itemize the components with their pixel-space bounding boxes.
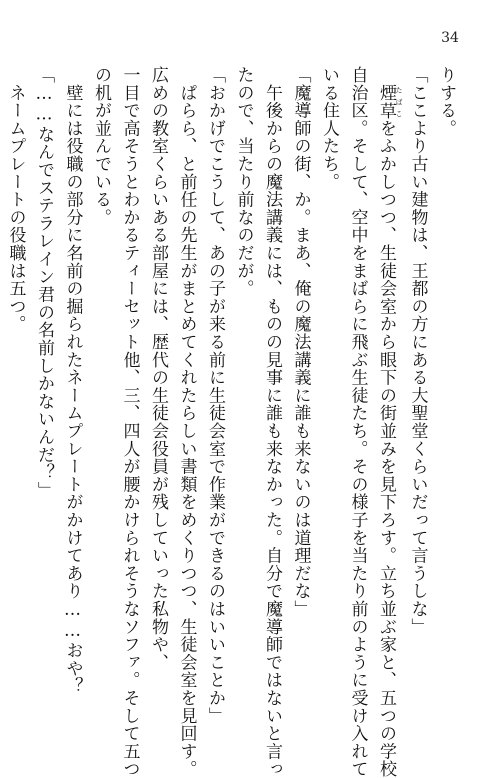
- text-line: ぱらら、と前任の先生がまとめてくれたらしい書類をめくりつつ、生徒会室を見回す。: [176, 66, 197, 778]
- text-line: ネームプレートの役職は五つ。: [5, 66, 26, 333]
- text-line: の机が並んでいる。: [91, 66, 111, 227]
- text-line: 「魔導師の街、か。まあ、俺の魔法講義に誰も来ないのは道理だな」: [290, 66, 311, 618]
- ruby-base: 煙草: [376, 83, 396, 120]
- text-line: 壁には役職の部分に名前の掘られたネームプレートがかけてあり……おや？: [62, 66, 83, 695]
- text-line: 午後からの魔法講義には、ものの見事に誰も来なかった。自分で魔導師ではないと言っ: [262, 66, 282, 778]
- text-line: 一目で高そうとわかるティーセット他、三、四人が腰かけられそうなソファ。そして五つ: [119, 66, 140, 778]
- text-line: いる住人たち。: [319, 66, 339, 191]
- text-line: たので、当たり前なのだが。: [233, 66, 254, 298]
- body-text: [5, 66, 460, 778]
- text-line-rest: をふかしつつ、生徒会室から眼下の街並みを見下ろす。立ち並ぶ家と、五つの学校: [376, 119, 396, 778]
- text-line: 「……なんでステラレイン君の名前しかないんだ？」: [34, 66, 54, 500]
- page-number: 34: [441, 30, 459, 46]
- text-line: 「ここより古い建物は、王都の方にある大聖堂くらいだって言うしな」: [407, 66, 428, 636]
- text-line: 広めの教室くらいある部屋には、歴代の生徒会役員が残していった私物や、: [148, 66, 168, 672]
- text-line-with-ruby: [372, 66, 404, 778]
- text-line: 「おかげでこうして、あの子が来る前に生徒会室で作業ができるのはいいことか」: [205, 66, 225, 725]
- text-line: [0, 66, 1, 676]
- text-line: 自治区。そして、空中をまばらに飛ぶ生徒たち。その様子を当たり前のように受け入れて: [347, 66, 368, 778]
- ruby-reading: たばこ: [395, 83, 403, 120]
- text-line: りする。: [436, 66, 456, 138]
- furigana-ruby: [376, 83, 403, 120]
